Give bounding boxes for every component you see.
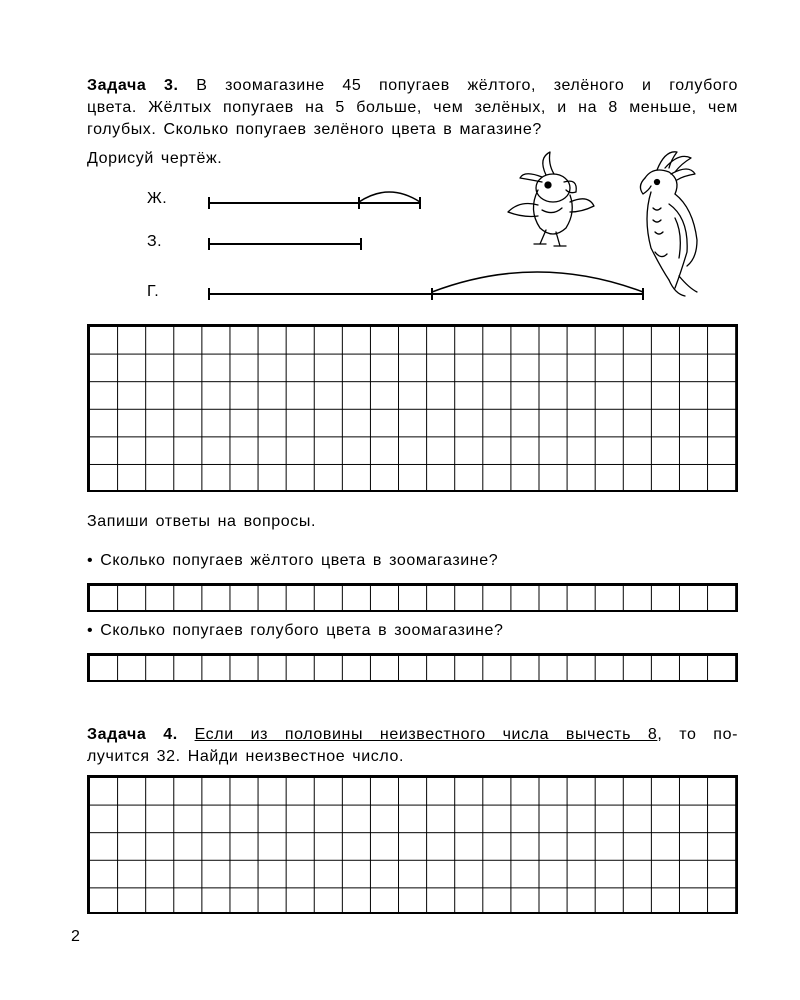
answer-yellow-grid[interactable]	[87, 583, 738, 612]
answers-instruction: Запиши ответы на вопросы.	[87, 513, 317, 530]
task4-answer-grid[interactable]	[87, 775, 738, 914]
task3-instruction: Дорисуй чертёж.	[87, 150, 223, 167]
task4-underlined: Если из половины неизвестного числа вычесть 8	[194, 726, 658, 743]
question-yellow: • Сколько попугаев жёлтого цвета в зоомагазине?	[87, 552, 499, 569]
cockatoo-drawing	[635, 148, 715, 298]
task3-text: Задача 3. В зоомагазине 45 попугаев жёлтого, зелёного и голубого цвета. Жёлтых попугаев на 5 больше, чем зелёных, и на 8 меньше, чем голубых. Сколько попугаев зелёного цвета в магазине?	[87, 75, 738, 141]
task3-text-rest: цвета. Жёлтых попугаев на 5 больше, чем зелёных, и на 8 меньше, чем голубых. Сколько попугаев зелёного цвета в магазине?	[87, 99, 738, 138]
arc-yellow	[359, 192, 420, 202]
arc-blue	[432, 272, 643, 292]
parrot-drawing	[498, 150, 608, 250]
question-blue: • Сколько попугаев голубого цвета в зоомагазине?	[87, 622, 504, 639]
segment-label-yellow: Ж.	[147, 190, 168, 207]
task3-answer-grid[interactable]	[87, 324, 738, 492]
segment-label-green: З.	[147, 233, 163, 250]
task4-label: Задача 4.	[87, 726, 178, 743]
segment-label-blue: Г.	[147, 283, 160, 300]
task3-label: Задача 3.	[87, 77, 179, 94]
bullet: •	[87, 552, 94, 569]
answer-blue-grid[interactable]	[87, 653, 738, 682]
page-number: 2	[71, 928, 80, 945]
bullet: •	[87, 622, 94, 639]
task4-text: Задача 4. Если из половины неизвестного числа вычесть 8, то по- лучится 32. Найди неизвестное число.	[87, 726, 738, 765]
